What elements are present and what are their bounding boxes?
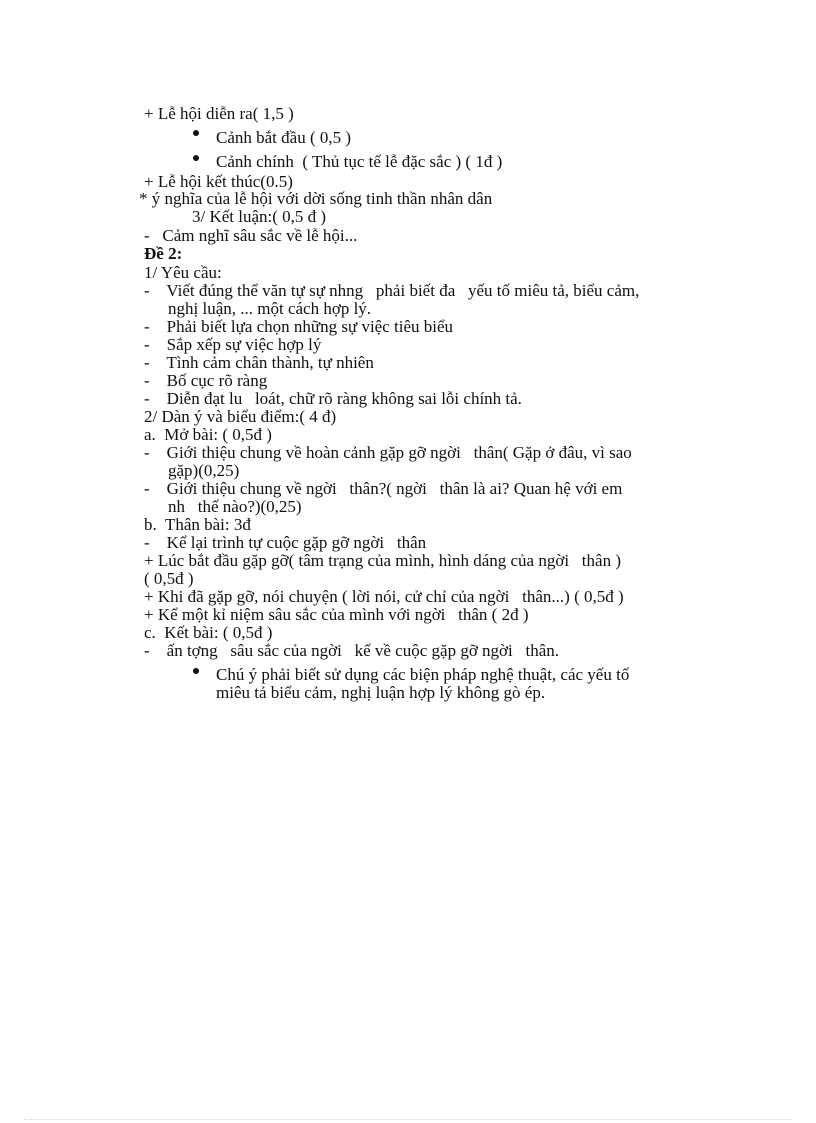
list-item: Cảnh bắt đầu ( 0,5 ) xyxy=(216,128,352,147)
section-line: + Kể một kỉ niệm sâu sắc của mình với ngời thân ( 2đ ) xyxy=(144,605,529,624)
section-line: + Lễ hội kết thúc(0.5) xyxy=(144,172,293,191)
bullet-icon xyxy=(193,130,199,136)
section-line: b. Thân bài: 3đ xyxy=(144,515,251,534)
section-line: + Lễ hội diễn ra( 1,5 ) xyxy=(144,104,294,123)
section-line: 1/ Yêu cầu: xyxy=(144,263,222,282)
note-line: Chú ý phải biết sử dụng các biện pháp nghệ thuật, các yếu tố xyxy=(216,665,630,684)
section-line: + Khi đã gặp gỡ, nói chuyện ( lời nói, cử chỉ của ngời thân...) ( 0,5đ ) xyxy=(144,587,624,606)
section-heading: Đề 2: xyxy=(144,244,183,263)
list-item: - Bố cục rõ ràng xyxy=(144,371,268,390)
list-item: - Cảm nghĩ sâu sắc về lễ hội... xyxy=(144,226,358,245)
list-item: - Kể lại trình tự cuộc gặp gỡ ngời thân xyxy=(144,533,427,552)
section-line: c. Kết bài: ( 0,5đ ) xyxy=(144,623,273,642)
list-item: - Giới thiệu chung về ngời thân?( ngời thân là ai? Quan hệ với em xyxy=(144,479,623,498)
list-item: - Sắp xếp sự việc hợp lý xyxy=(144,335,322,354)
list-item: - Tình cảm chân thành, tự nhiên xyxy=(144,353,374,372)
list-item: - Viết đúng thể văn tự sự nhng phải biết đa yếu tố miêu tả, biểu cảm, xyxy=(144,281,640,300)
list-item: - ấn tợng sâu sắc của ngời kể về cuộc gặp gỡ ngời thân. xyxy=(144,641,560,660)
list-item-continuation: nh thế nào?)(0,25) xyxy=(168,497,302,516)
section-line: ( 0,5đ ) xyxy=(144,569,194,588)
list-item-continuation: nghị luận, ... một cách hợp lý. xyxy=(168,299,372,318)
list-item-continuation: gặp)(0,25) xyxy=(168,461,240,480)
page-bottom-rule xyxy=(24,1119,792,1120)
section-line: 3/ Kết luận:( 0,5 đ ) xyxy=(192,207,327,226)
section-line: + Lúc bắt đầu gặp gỡ( tâm trạng của mình, hình dáng của ngời thân ) xyxy=(144,551,621,570)
list-item: - Phải biết lựa chọn những sự việc tiêu biểu xyxy=(144,317,454,336)
bullet-icon xyxy=(193,668,199,674)
list-item: - Diễn đạt lu loát, chữ rõ ràng không sai lỗi chính tả. xyxy=(144,389,522,408)
note-line: miêu tả biểu cảm, nghị luận hợp lý không gò ép. xyxy=(216,683,546,702)
section-line: * ý nghĩa của lễ hội với dời sống tinh thần nhân dân xyxy=(139,189,493,208)
list-item: - Giới thiệu chung về hoàn cảnh gặp gỡ ngời thân( Gặp ở đâu, vì sao xyxy=(144,443,632,462)
list-item: Cảnh chính ( Thủ tục tế lễ đặc sắc ) ( 1đ ) xyxy=(216,152,503,171)
bullet-icon xyxy=(193,155,199,161)
section-line: 2/ Dàn ý và biểu điểm:( 4 đ) xyxy=(144,407,337,426)
section-line: a. Mở bài: ( 0,5đ ) xyxy=(144,425,272,444)
